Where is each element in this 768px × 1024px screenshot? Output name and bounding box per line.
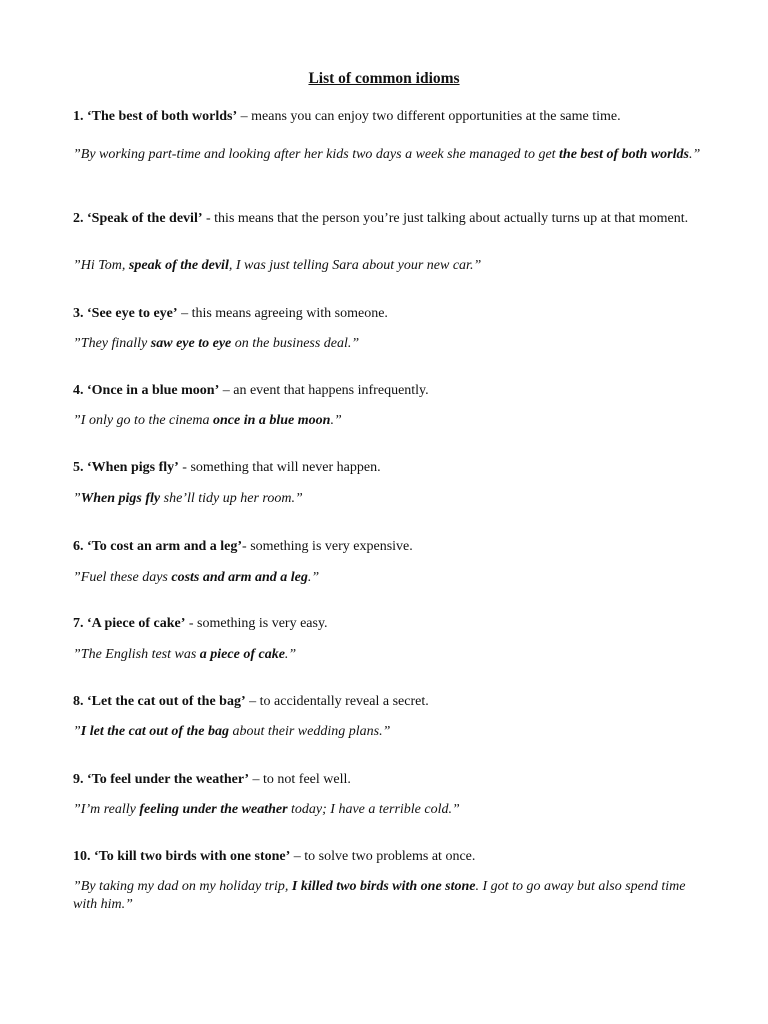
idiom-definition xyxy=(73,693,708,711)
idiom-entry-2 xyxy=(73,210,708,273)
idiom-definition xyxy=(73,382,708,400)
idiom-meaning: to solve two problems at once. xyxy=(304,849,476,864)
example-text-end: about their wedding plans.” xyxy=(228,724,391,739)
idiom-meaning: to accidentally reveal a secret. xyxy=(259,694,429,709)
idiom-meaning: this means that the person you’re just talking about actually turns up at that moment. xyxy=(214,211,689,226)
idiom-definition xyxy=(73,848,708,866)
idiom-example xyxy=(73,878,708,914)
example-idiom: I killed two birds with one stone xyxy=(291,879,476,894)
idiom-definition xyxy=(73,538,708,556)
idiom-phrase: ‘Once in a blue moon’ xyxy=(87,383,220,398)
idiom-definition xyxy=(73,615,708,633)
idiom-separator: – xyxy=(249,772,264,787)
example-idiom: speak of the devil xyxy=(128,258,229,273)
idiom-meaning: this means agreeing with someone. xyxy=(191,306,388,321)
idiom-example xyxy=(73,335,708,353)
example-idiom: saw eye to eye xyxy=(150,336,232,351)
idiom-entry-10 xyxy=(73,848,708,912)
idiom-phrase: ‘Let the cat out of the bag’ xyxy=(87,694,246,709)
idiom-number: 5. xyxy=(73,460,84,475)
idiom-separator: – xyxy=(290,849,305,864)
idiom-entry-4 xyxy=(73,382,708,428)
example-text: ”The English test was xyxy=(73,647,200,662)
idiom-separator: - xyxy=(188,616,198,631)
example-idiom: I let the cat out of the bag xyxy=(80,724,229,739)
idiom-number: 1. xyxy=(73,109,84,124)
idiom-definition xyxy=(73,771,708,789)
idiom-number: 10. xyxy=(73,849,91,864)
example-text: ”I’m really xyxy=(73,802,140,817)
idiom-number: 3. xyxy=(73,306,84,321)
idiom-separator: - xyxy=(202,211,215,226)
example-text-end: today; I have a terrible cold.” xyxy=(287,802,460,817)
example-text-end: .” xyxy=(330,413,342,428)
example-text-end: .” xyxy=(688,147,701,162)
idiom-phrase: ‘A piece of cake’ xyxy=(87,616,186,631)
idiom-number: 7. xyxy=(73,616,84,631)
idiom-entry-7 xyxy=(73,615,708,662)
idiom-definition xyxy=(73,210,708,228)
idiom-phrase: ‘To feel under the weather’ xyxy=(87,772,250,787)
idiom-meaning: something that will never happen. xyxy=(190,460,381,475)
idiom-separator: - xyxy=(242,539,251,554)
idiom-number: 4. xyxy=(73,383,84,398)
idiom-phrase: ‘Speak of the devil’ xyxy=(87,211,203,226)
idiom-definition xyxy=(73,305,708,323)
idiom-example xyxy=(73,646,708,664)
idiom-example xyxy=(73,412,708,430)
idiom-phrase: ‘See eye to eye’ xyxy=(87,306,178,321)
example-text-end: .” xyxy=(284,647,297,662)
idiom-phrase: ‘The best of both worlds’ xyxy=(87,109,238,124)
idiom-example xyxy=(73,146,708,164)
idiom-entry-8 xyxy=(73,693,708,739)
example-idiom: costs and arm and a leg xyxy=(171,570,308,585)
idiom-entry-9 xyxy=(73,771,708,817)
idiom-definition xyxy=(73,459,708,477)
example-text: ”Hi Tom, xyxy=(73,258,129,273)
idiom-meaning: an event that happens infrequently. xyxy=(233,383,429,398)
example-text-end: she’ll tidy up her room.” xyxy=(160,491,303,506)
example-text: ”They finally xyxy=(73,336,151,351)
idiom-example xyxy=(73,569,708,587)
example-text-end: , I was just telling Sara about your new car.” xyxy=(228,258,482,273)
idiom-example xyxy=(73,490,708,508)
idiom-separator: – xyxy=(245,694,260,709)
example-text: ”I only go to the cinema xyxy=(73,413,213,428)
idiom-number: 8. xyxy=(73,694,84,709)
idiom-example xyxy=(73,257,708,275)
idiom-separator: – xyxy=(177,306,192,321)
idiom-meaning: something is very expensive. xyxy=(250,539,413,554)
example-idiom: the best of both worlds xyxy=(559,147,689,162)
idiom-number: 2. xyxy=(73,211,84,226)
example-idiom: once in a blue moon xyxy=(212,413,331,428)
idiom-meaning: to not feel well. xyxy=(263,772,351,787)
idiom-entry-3 xyxy=(73,305,708,351)
example-text: ” xyxy=(73,724,81,739)
example-text: ”By working part-time and looking after her kids two days a week she managed to get xyxy=(73,147,560,162)
example-idiom: When pigs fly xyxy=(80,491,161,506)
example-text: ” xyxy=(73,491,81,506)
idiom-phrase: ‘When pigs fly’ xyxy=(87,460,179,475)
example-text: ”By taking my dad on my holiday trip, xyxy=(73,879,292,894)
idiom-number: 6. xyxy=(73,539,84,554)
idiom-separator: – xyxy=(219,383,234,398)
idiom-separator: - xyxy=(178,460,191,475)
example-text-end: . I got to go away but also spend time with him.” xyxy=(73,879,686,912)
idiom-entry-5 xyxy=(73,459,708,506)
example-text-end: .” xyxy=(307,570,320,585)
idiom-separator: – xyxy=(237,109,252,124)
idiom-entry-6 xyxy=(73,538,708,585)
example-text: ”Fuel these days xyxy=(73,570,172,585)
idiom-phrase: ‘To kill two birds with one stone’ xyxy=(94,849,291,864)
idiom-entry-1 xyxy=(73,108,708,162)
idiom-meaning: means you can enjoy two different opportunities at the same time. xyxy=(251,109,621,124)
idiom-example xyxy=(73,801,708,819)
idiom-number: 9. xyxy=(73,772,84,787)
example-text-end: on the business deal.” xyxy=(231,336,360,351)
idiom-definition xyxy=(73,108,708,126)
idiom-meaning: something is very easy. xyxy=(197,616,328,631)
example-idiom: feeling under the weather xyxy=(139,802,288,817)
example-idiom: a piece of cake xyxy=(199,647,285,662)
idiom-phrase: ‘To cost an arm and a leg’ xyxy=(87,539,243,554)
idiom-example xyxy=(73,723,708,741)
page-title: List of common idioms xyxy=(308,70,460,87)
